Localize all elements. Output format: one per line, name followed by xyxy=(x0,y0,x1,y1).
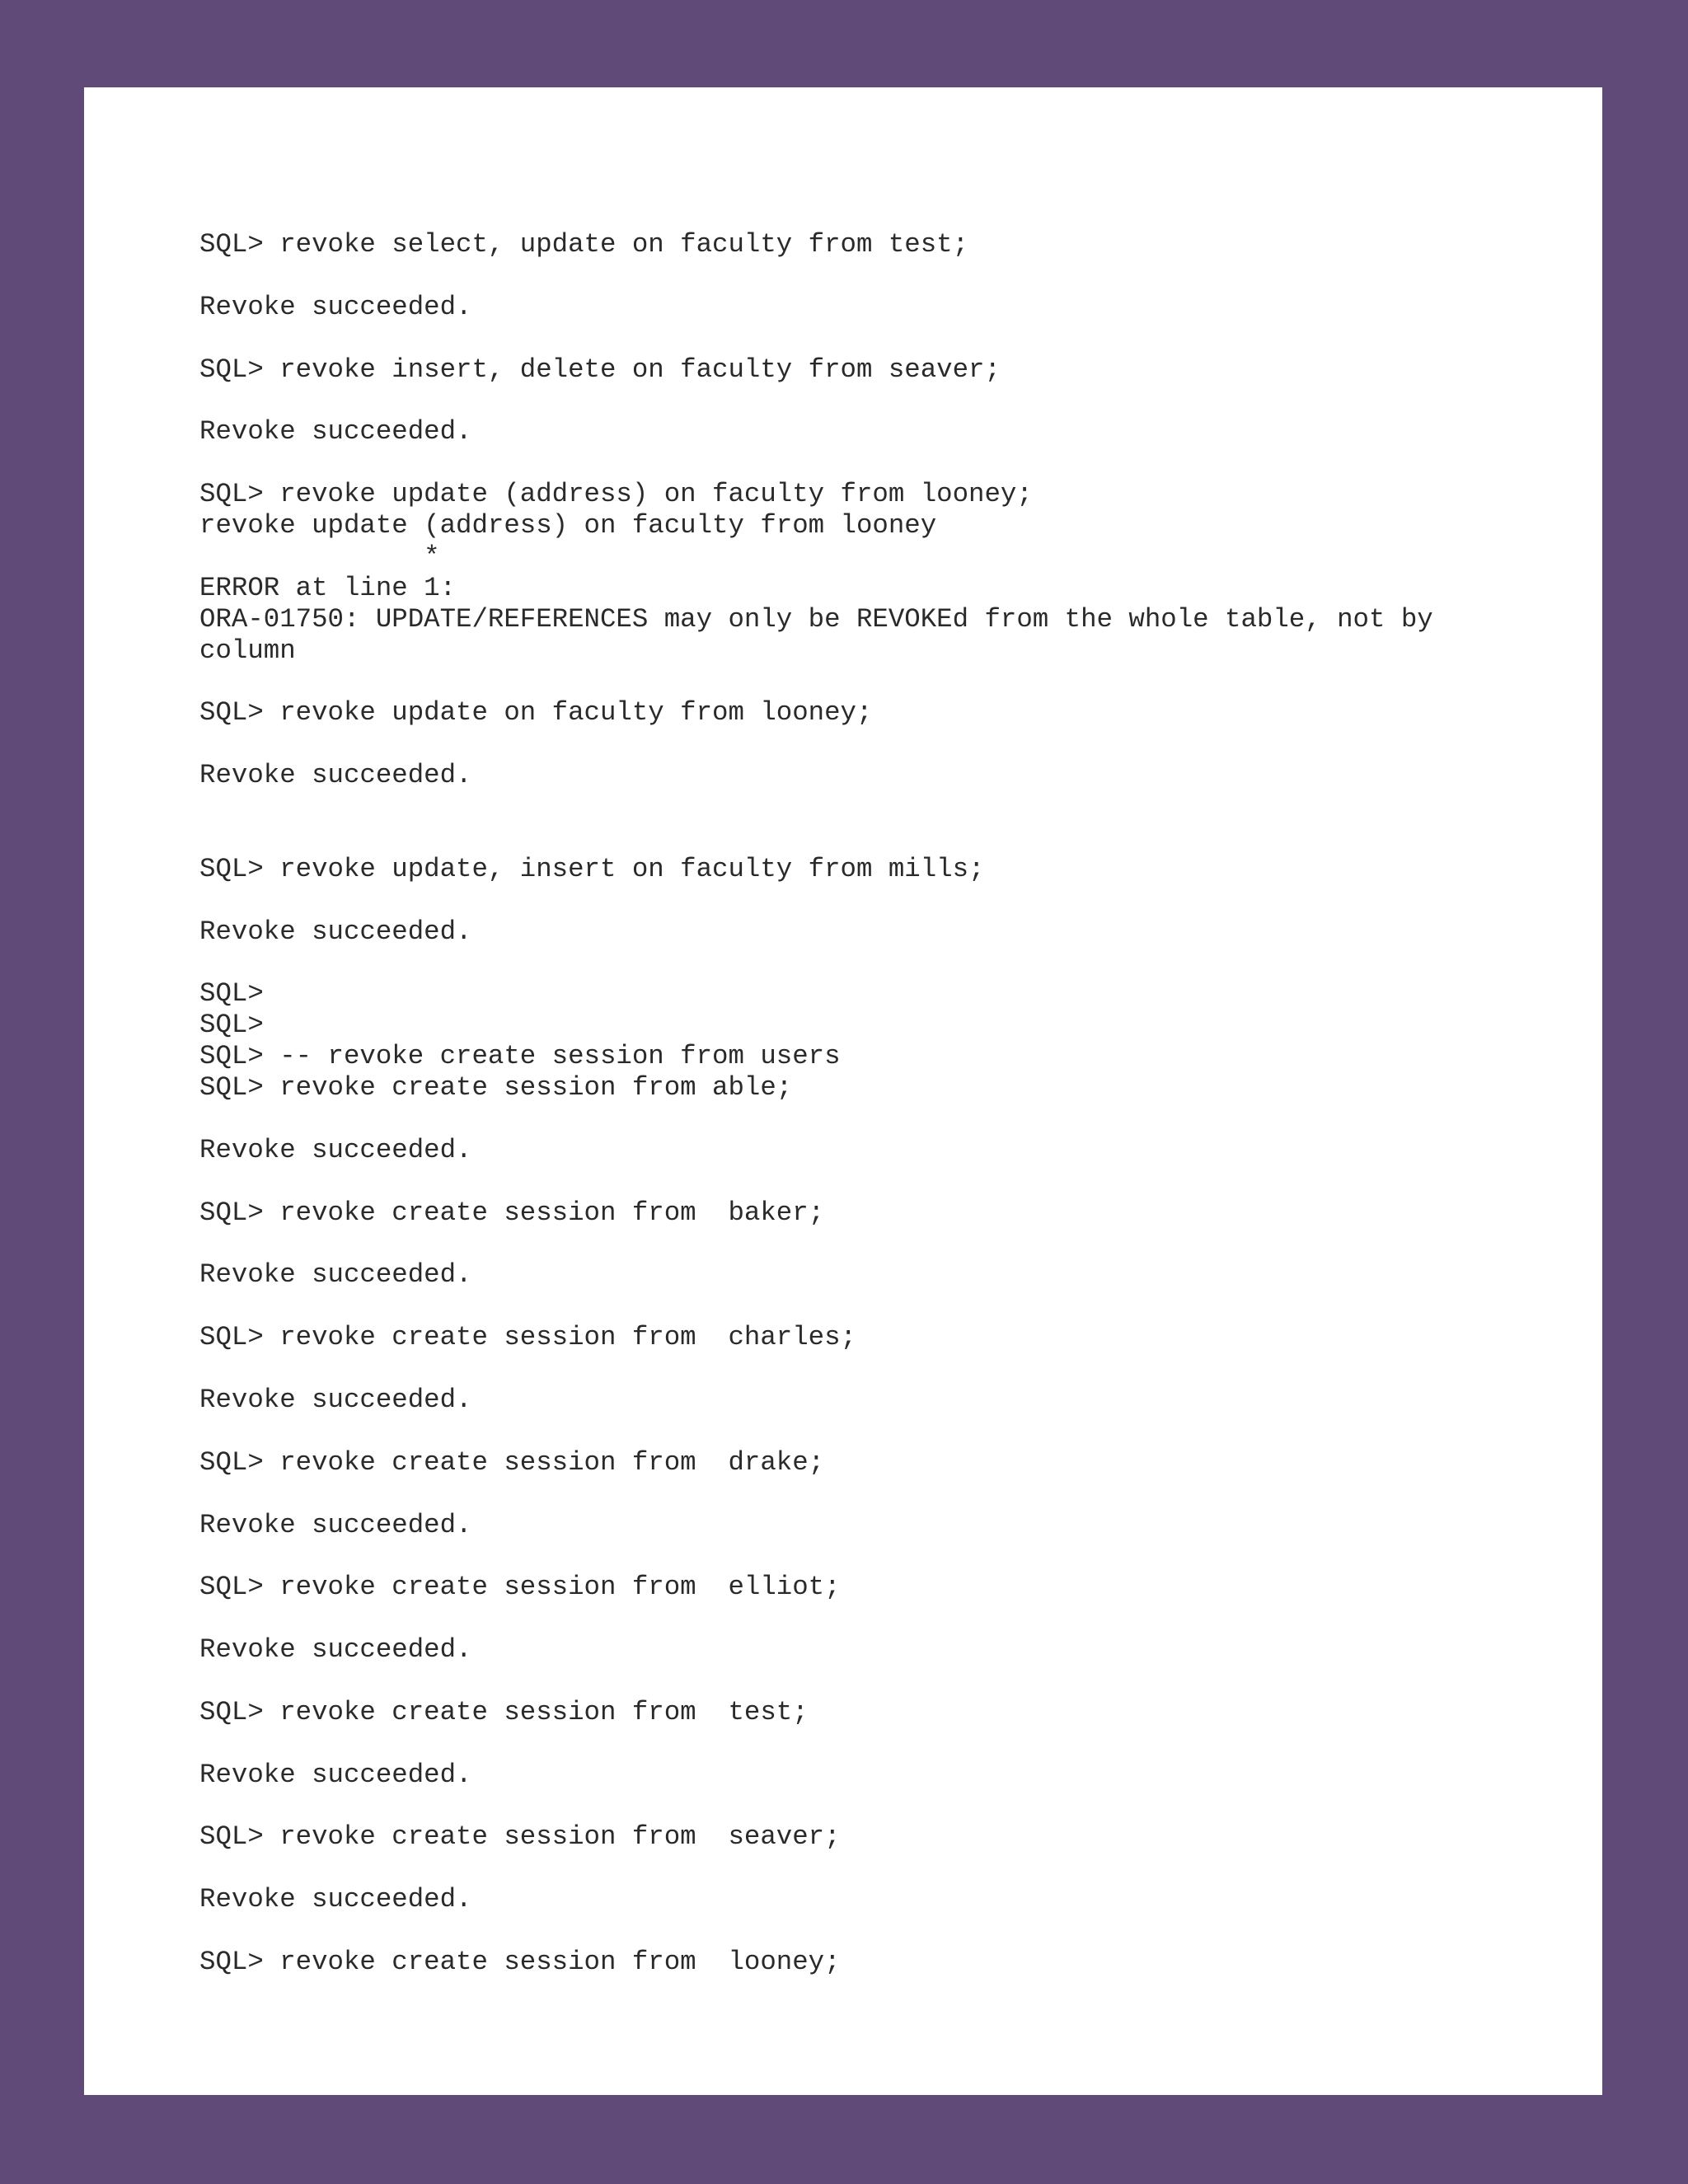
transcript-line xyxy=(199,1915,1568,1947)
transcript-line: SQL> revoke insert, delete on faculty from seaver; xyxy=(199,354,1001,385)
transcript-line xyxy=(199,1166,1568,1197)
transcript-line xyxy=(199,1603,1568,1634)
transcript-line: Revoke succeeded. xyxy=(199,1759,472,1790)
transcript-line: SQL> revoke create session from able; xyxy=(199,1072,793,1104)
transcript-line xyxy=(199,1728,1568,1760)
transcript-line: SQL> xyxy=(199,978,264,1010)
transcript-line xyxy=(199,1540,1568,1572)
document-page xyxy=(84,87,1602,2095)
transcript-line xyxy=(199,666,1568,697)
transcript-line xyxy=(199,1291,1568,1322)
transcript-line: Revoke succeeded. xyxy=(199,1134,472,1165)
transcript-line xyxy=(199,1353,1568,1385)
transcript-line: Revoke succeeded. xyxy=(199,1634,472,1666)
transcript-line: Revoke succeeded. xyxy=(199,291,472,322)
transcript-line: Revoke succeeded. xyxy=(199,760,472,791)
transcript-line: column xyxy=(199,635,296,666)
transcript-line: SQL> revoke update, insert on faculty from mills; xyxy=(199,853,985,884)
transcript-line xyxy=(199,791,1568,823)
transcript-line xyxy=(199,1853,1568,1884)
transcript-line xyxy=(199,1791,1568,1822)
sql-transcript xyxy=(199,229,1568,1978)
transcript-line: ORA-01750: UPDATE/REFERENCES may only be REVOKEd from the whole table, not by xyxy=(199,603,1433,635)
transcript-line xyxy=(199,1104,1568,1135)
transcript-line: SQL> revoke create session from test; xyxy=(199,1696,809,1727)
transcript-line: SQL> revoke create session from seaver; xyxy=(199,1821,841,1853)
transcript-line: SQL> revoke select, update on faculty from test; xyxy=(199,229,969,260)
transcript-line: Revoke succeeded. xyxy=(199,1884,472,1915)
transcript-line: SQL> xyxy=(199,1010,264,1041)
transcript-line xyxy=(199,448,1568,479)
transcript-line: * xyxy=(199,541,440,572)
transcript-line: SQL> revoke create session from baker; xyxy=(199,1197,825,1228)
transcript-line: Revoke succeeded. xyxy=(199,1509,472,1540)
transcript-line: Revoke succeeded. xyxy=(199,1259,472,1291)
transcript-line xyxy=(199,947,1568,978)
transcript-line: Revoke succeeded. xyxy=(199,916,472,947)
transcript-line xyxy=(199,729,1568,760)
transcript-line: SQL> revoke create session from looney; xyxy=(199,1946,841,1977)
transcript-line: revoke update (address) on faculty from looney xyxy=(199,510,937,541)
transcript-line xyxy=(199,1229,1568,1260)
transcript-line: Revoke succeeded. xyxy=(199,1384,472,1415)
transcript-line: SQL> revoke update on faculty from looney; xyxy=(199,697,873,729)
transcript-line: SQL> revoke create session from elliot; xyxy=(199,1572,841,1603)
transcript-line: SQL> revoke create session from drake; xyxy=(199,1446,825,1478)
transcript-line xyxy=(199,260,1568,292)
transcript-line xyxy=(199,323,1568,354)
transcript-line xyxy=(199,885,1568,916)
transcript-line: ERROR at line 1: xyxy=(199,572,457,603)
transcript-line xyxy=(199,385,1568,416)
transcript-line: SQL> -- revoke create session from users xyxy=(199,1041,841,1072)
transcript-line: Revoke succeeded. xyxy=(199,416,472,448)
transcript-line xyxy=(199,1416,1568,1447)
transcript-line xyxy=(199,1479,1568,1510)
transcript-line xyxy=(199,823,1568,854)
transcript-line: SQL> revoke create session from charles; xyxy=(199,1322,856,1353)
transcript-line: SQL> revoke update (address) on faculty from looney; xyxy=(199,479,1033,510)
transcript-line xyxy=(199,1666,1568,1697)
